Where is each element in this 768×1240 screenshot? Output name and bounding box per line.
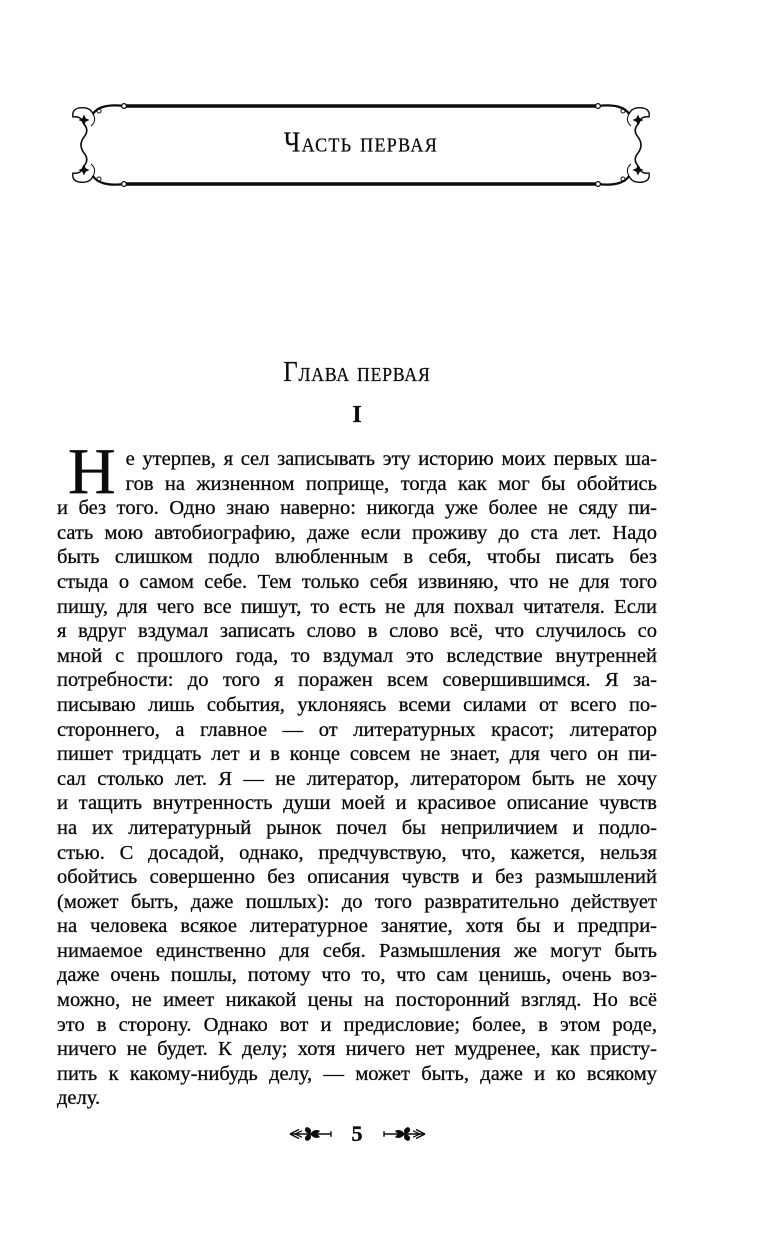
text-line: пишу, для чего все пишут, то есть не для похвал читателя. Если	[57, 595, 657, 618]
text-line: сать мою автобиографию, даже если проживу до ста лет. Надо	[57, 521, 657, 544]
page-footer	[57, 1121, 657, 1147]
text-line: это в сторону. Однако вот и предисловие; более, в этом роде,	[57, 1013, 657, 1036]
text-line: делу.	[57, 1087, 101, 1110]
text-line: пить к какому-нибудь делу, — может быть, даже и ко всякому	[57, 1062, 657, 1085]
text-line: (может быть, даже пошлых): до того развратительно действует	[57, 890, 657, 913]
part-title: Часть первая	[283, 127, 439, 159]
text-line: пишет тридцать лет и в конце совсем не знает, для чего он пи-	[57, 743, 657, 766]
text-line: на их литературный рынок почел бы неприличием и подло-	[57, 816, 657, 839]
text-line: быть слишком подло влюбленным в себя, чтобы писать без	[57, 546, 657, 569]
text-line: нимаемое единственно для себя. Размышления же могут быть	[57, 939, 657, 962]
part-header-frame	[64, 99, 658, 191]
text-line: ничего не будет. К делу; хотя ничего нет мудренее, как присту-	[57, 1038, 657, 1061]
page-number: 5	[351, 1121, 363, 1146]
fleuron-left-icon	[286, 1126, 334, 1142]
text-line: потребности: до того я поражен всем совершившимся. Я за-	[57, 669, 657, 692]
section-numeral: I	[352, 402, 362, 428]
text-line: мной с прошлого года, то вздумал это вследствие внутренней	[57, 644, 657, 667]
text-line: обойтись совершенно без описания чувств и без размышлений	[57, 866, 657, 889]
text-line: даже очень пошлы, потому что то, что сам ценишь, очень воз-	[57, 964, 657, 987]
text-line: можно, не имеет никакой цены на посторонний взгляд. Но всё	[57, 989, 657, 1012]
text-line: гов на жизненном поприще, тогда как мог бы обойтись	[125, 472, 657, 495]
paragraph	[57, 435, 657, 1111]
text-line: и без того. Одно знаю наверно: никогда уже более не сяду пи-	[57, 497, 657, 520]
text-line: стороннего, а главное — от литературных красот; литератор	[57, 718, 657, 741]
text-line: писываю лишь события, уклоняясь всеми силами от всего по-	[57, 693, 657, 716]
text-line: я вдруг вздумал записать слово в слово всё, что случилось со	[57, 620, 657, 643]
dropcap-letter: Н	[68, 435, 116, 508]
fleuron-right-icon	[381, 1126, 429, 1142]
text-line: на человека всякое литературное занятие, хотя бы и предпри-	[57, 915, 657, 938]
text-line: стью. С досадой, однако, предчувствую, что, кажется, нельзя	[57, 841, 657, 864]
chapter-title: Глава первая	[283, 357, 431, 388]
text-line: е утерпев, я сел записывать эту историю моих первых ша-	[125, 448, 657, 470]
text-line: и тащить внутренность души моей и красивое описание чувств	[57, 792, 657, 815]
text-line: сал столько лет. Я — не литератор, литератором быть не хочу	[57, 767, 657, 790]
text-line: стыда о самом себе. Тем только себя извиняю, что не для того	[57, 570, 657, 593]
